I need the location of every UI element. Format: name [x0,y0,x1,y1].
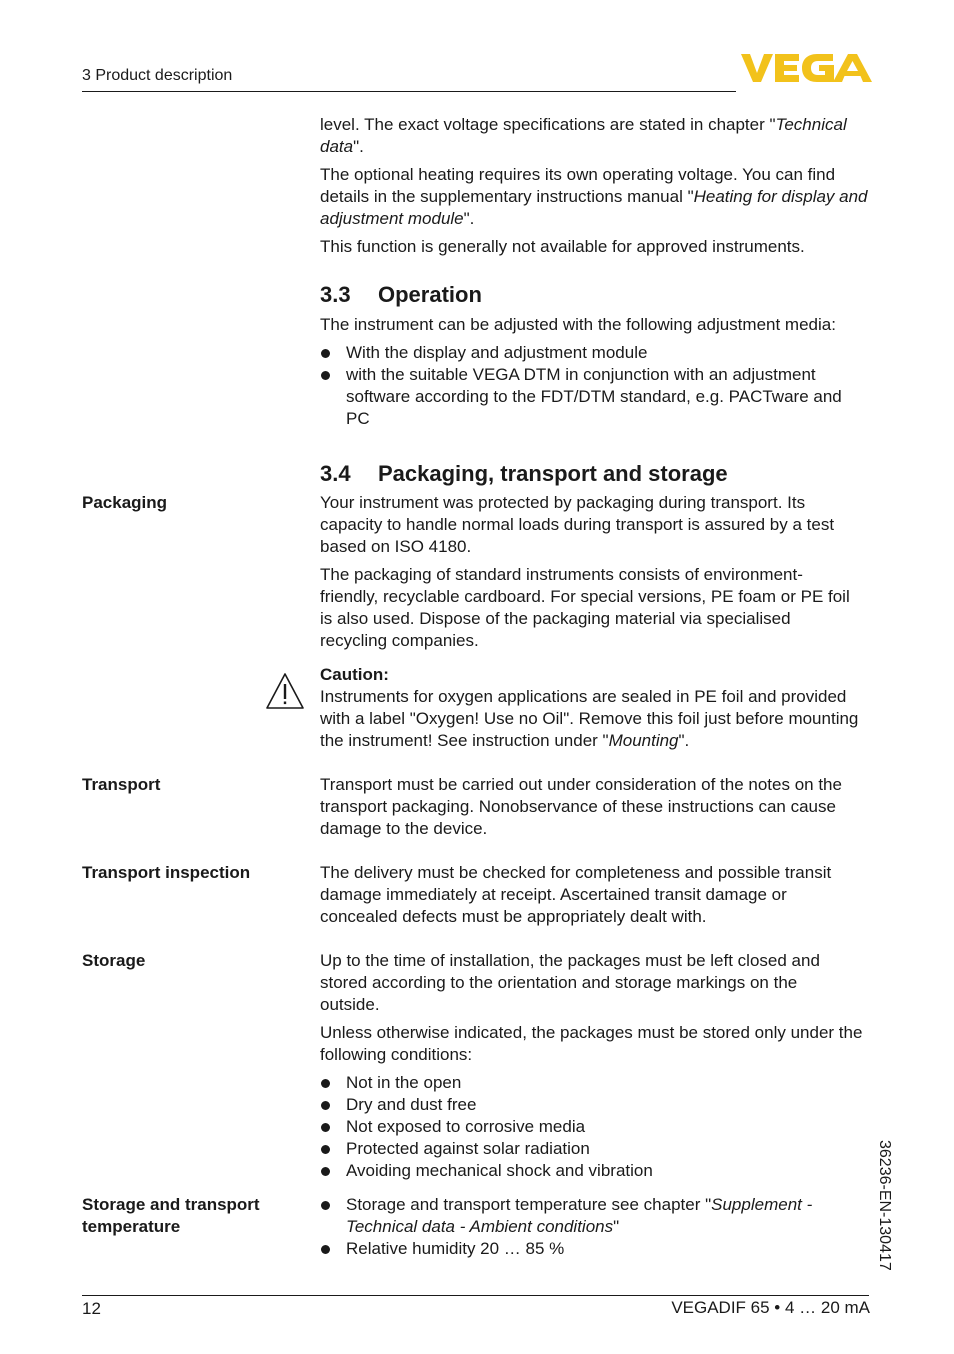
list-item: Not exposed to corrosive media [320,1116,880,1138]
warning-icon [265,672,305,710]
margin-label-packaging: Packaging [82,493,168,512]
margin-label-transport-inspection: Transport inspection [82,863,251,882]
operation-intro: The instrument can be adjusted with the following adjustment media: [320,315,836,334]
intro-paragraph-1: level. The exact voltage specifications are stated in chapter "Technical data". [320,115,847,156]
storage-paragraph-1: Up to the time of installation, the packages must be left closed and stored according to the orientation and storage markings on the outside. [320,951,820,1014]
header-divider [82,91,736,92]
intro-paragraph-2: The optional heating requires its own operating voltage. You can find details in the supplementary instructions manual "Heating for display and adjustment module". [320,165,868,228]
margin-label-storage: Storage [82,951,146,970]
intro-paragraph-3: This function is generally not available for approved instruments. [320,237,805,256]
caution-text: Instruments for oxygen applications are sealed in PE foil and provided with a label "Oxygen! Use no Oil". Remove this foil just before mounting the instrument! See instruction under "Mounting". [320,687,859,750]
section-heading-operation: 3.3 Operation [320,282,482,307]
list-item: with the suitable VEGA DTM in conjunction with an adjustment software according to the FDT/DTM standard, e.g. PACTware and PC [320,364,870,430]
list-item: Protected against solar radiation [320,1138,880,1160]
operation-list [320,342,870,430]
inspection-paragraph: The delivery must be checked for completeness and possible transit damage immediately at receipt. Ascertained transit damage or concealed defects must be appropriately dealt with. [320,863,832,926]
list-item: Avoiding mechanical shock and vibration [320,1160,880,1182]
list-item: With the display and adjustment module [320,342,870,364]
page-number: 12 [82,1299,101,1318]
margin-label-transport: Transport [82,775,161,794]
margin-label-storage-temperature: Storage and transport temperature [82,1195,260,1236]
footer-divider [82,1295,869,1296]
list-item: Dry and dust free [320,1094,880,1116]
storage-temperature-list [320,1194,850,1260]
storage-conditions-list [320,1072,880,1182]
list-item: Storage and transport temperature see chapter "Supplement - Technical data - Ambient conditions" [320,1194,850,1238]
storage-paragraph-2: Unless otherwise indicated, the packages must be stored only under the following conditions: [320,1023,863,1064]
transport-paragraph: Transport must be carried out under consideration of the notes on the transport packaging. Nonobservance of these instructions can cause damage to the device. [320,775,842,838]
packaging-paragraph-2: The packaging of standard instruments consists of environment-friendly, recyclable cardboard. For special versions, PE foam or PE foil is also used. Dispose of the packaging material via specialised recycling companies. [320,565,850,650]
packaging-paragraph-1: Your instrument was protected by packaging during transport. Its capacity to handle normal loads during transport is assured by a test based on ISO 4180. [320,493,835,556]
section-heading-packaging: 3.4 Packaging, transport and storage [320,461,728,486]
footer-product-title: VEGADIF 65 • 4 … 20 mA [671,1298,870,1317]
caution-title: Caution: [320,665,389,684]
header-section-title: 3 Product description [82,67,233,84]
vega-logo [741,52,873,84]
list-item: Not in the open [320,1072,880,1094]
document-number: 36236-EN-130417 [876,1140,893,1271]
list-item: Relative humidity 20 … 85 % [320,1238,850,1260]
